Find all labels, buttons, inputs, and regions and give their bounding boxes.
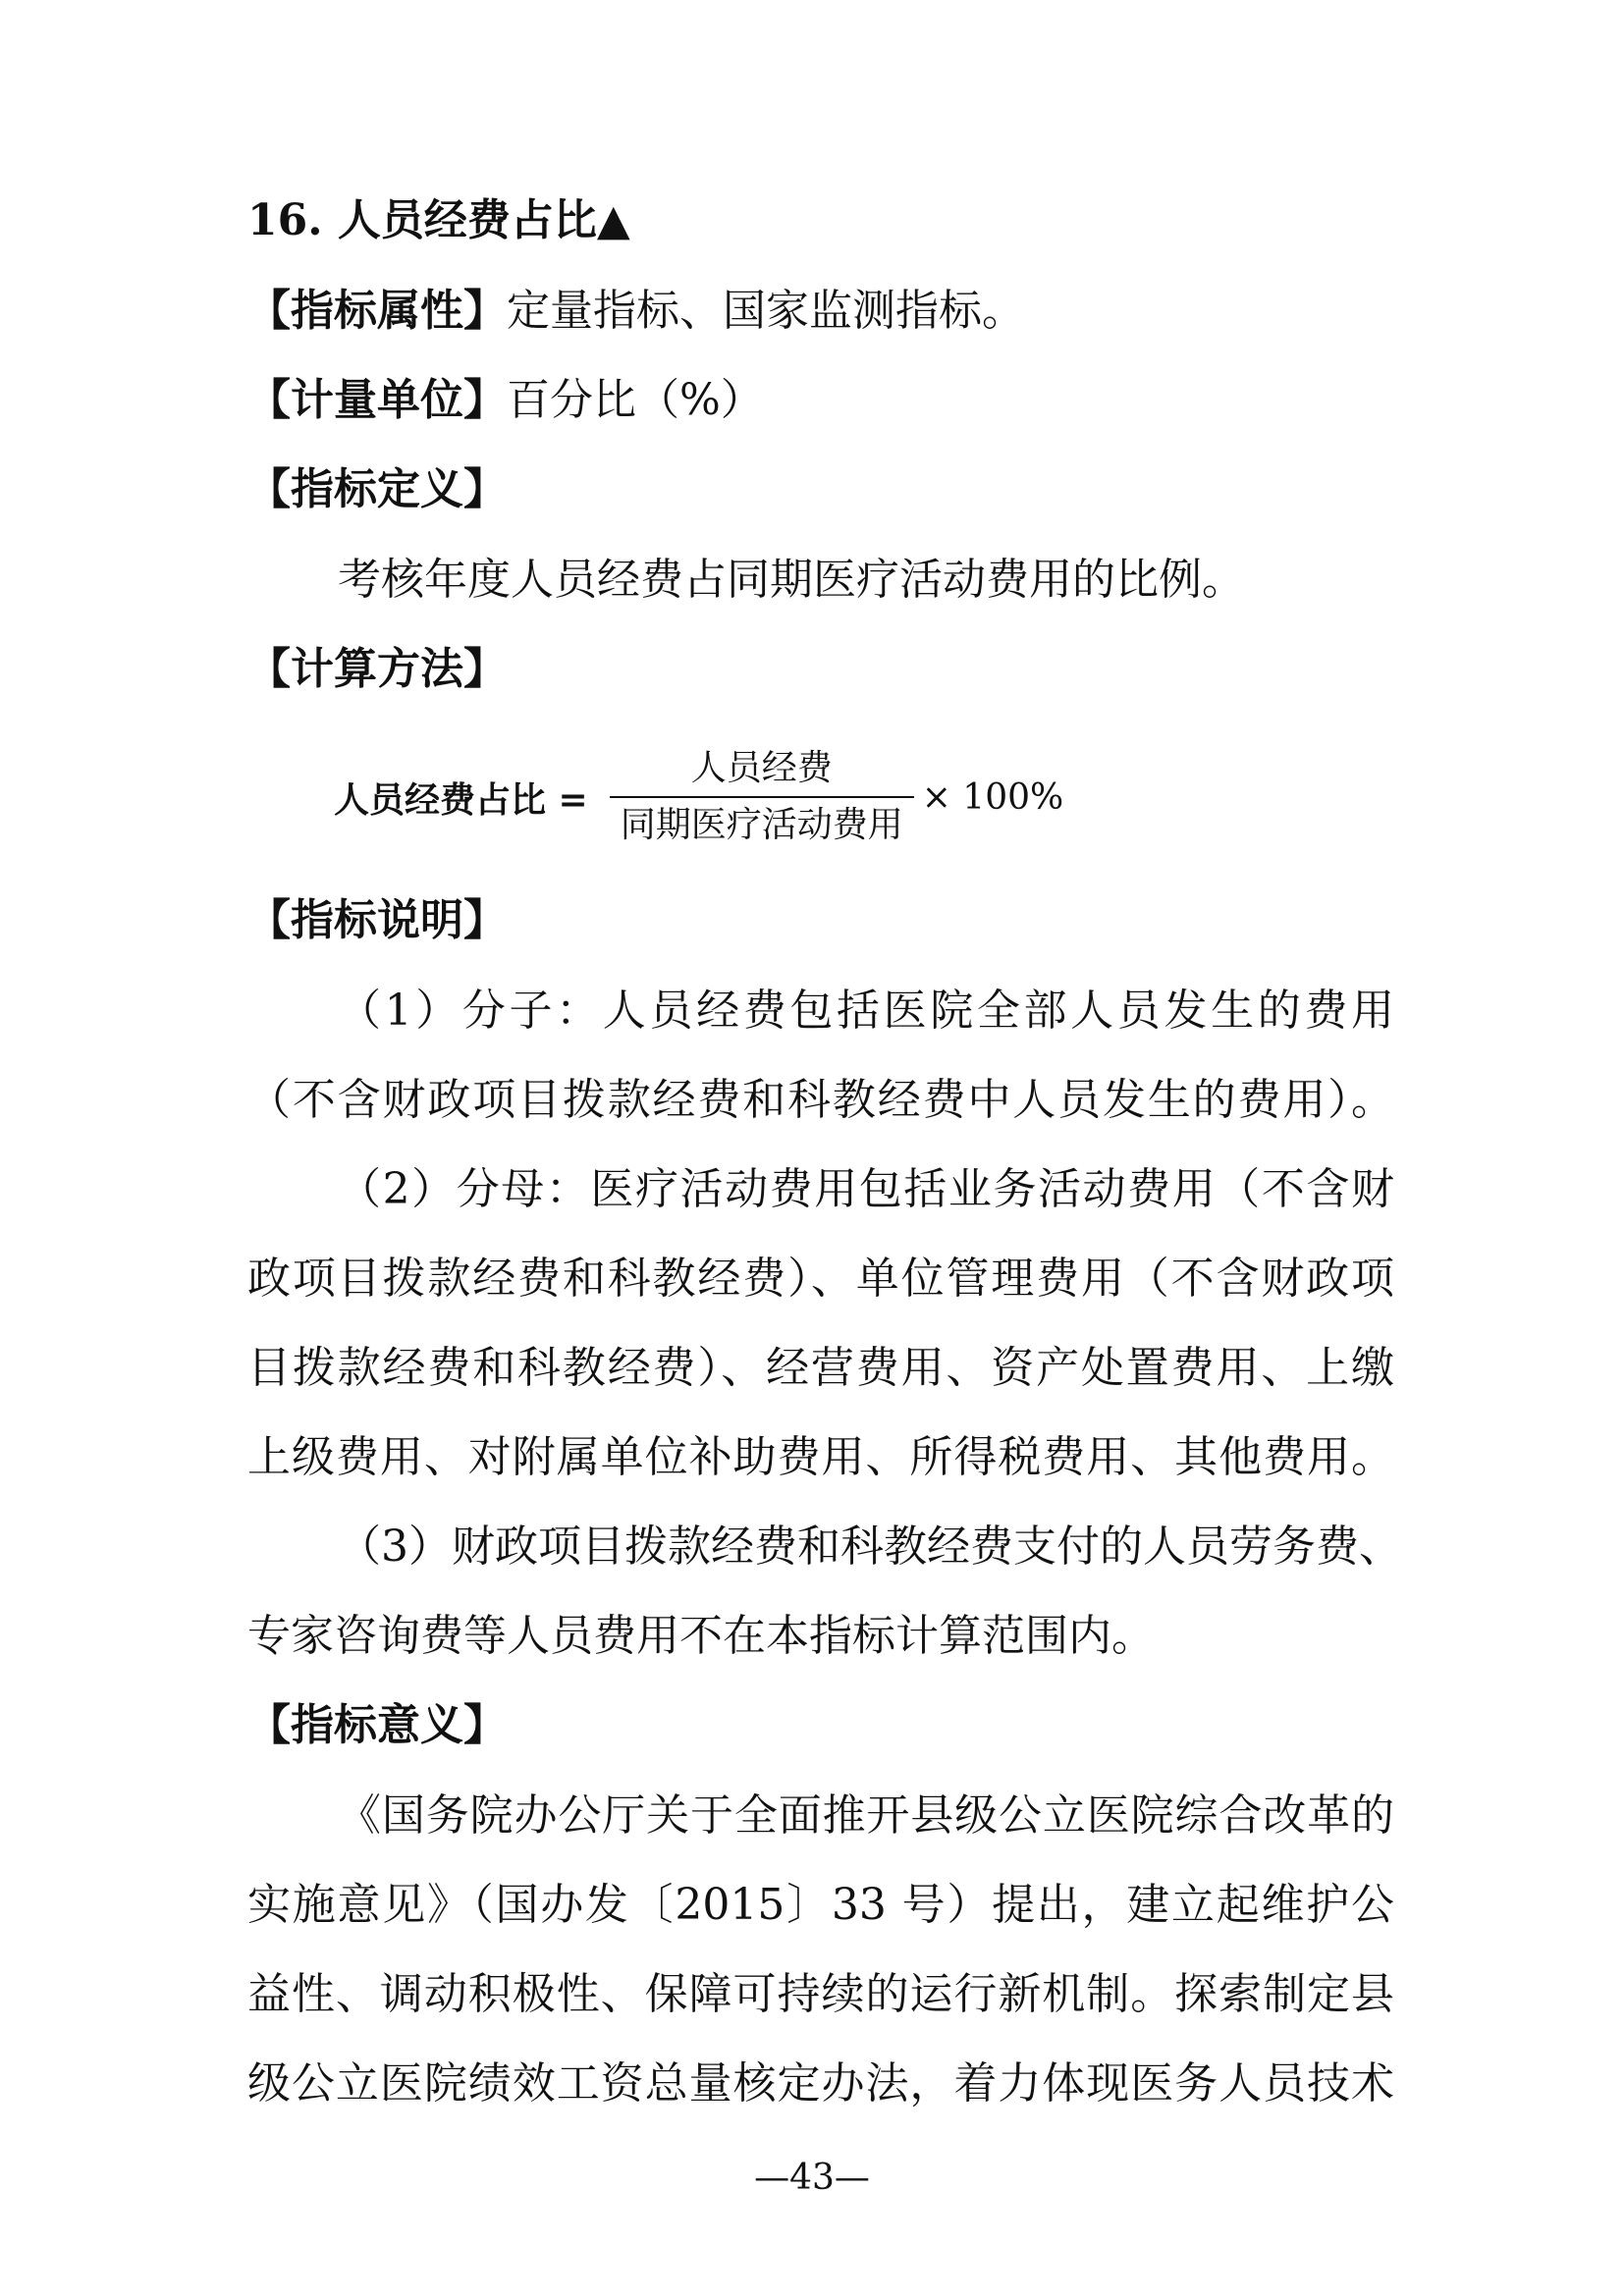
explanation-line: 目拨款经费和科教经费）、经营费用、资产处置费用、上缴 bbox=[247, 1343, 1394, 1393]
explanation-line: 政项目拨款经费和科教经费）、单位管理费用（不含财政项 bbox=[247, 1254, 1394, 1304]
attribute-label: 【指标属性】 bbox=[247, 286, 507, 336]
attribute-row bbox=[247, 282, 1394, 341]
explanation-line: （2）分母：医疗活动费用包括业务活动费用（不含财 bbox=[338, 1164, 1394, 1214]
formula-rhs: × 100% bbox=[921, 776, 1064, 818]
formula-fraction bbox=[610, 745, 914, 849]
significance-line: 实施意见》（国办发〔2015〕33 号）提出，建立起维护公 bbox=[247, 1880, 1394, 1930]
explanation-label: 【指标说明】 bbox=[247, 895, 507, 945]
unit-value: 百分比（%） bbox=[507, 375, 764, 425]
explanation-line: （3）财政项目拨款经费和科教经费支付的人员劳务费、 bbox=[338, 1522, 1402, 1572]
significance-line: 益性、调动积极性、保障可持续的运行新机制。探索制定县 bbox=[247, 1969, 1394, 2019]
definition-text: 考核年度人员经费占同期医疗活动费用的比例。 bbox=[338, 555, 1245, 605]
definition-label: 【指标定义】 bbox=[247, 464, 507, 514]
calculation-formula bbox=[334, 738, 1063, 856]
formula-lhs: 人员经费占比 = bbox=[334, 778, 588, 821]
unit-row bbox=[247, 371, 1394, 430]
explanation-line: 专家咨询费等人员费用不在本指标计算范围内。 bbox=[247, 1611, 1155, 1661]
explanation-line: （不含财政项目拨款经费和科教经费中人员发生的费用）。 bbox=[247, 1075, 1394, 1125]
explanation-line: （1）分子：人员经费包括医院全部人员发生的费用 bbox=[338, 986, 1394, 1036]
attribute-value: 定量指标、国家监测指标。 bbox=[507, 286, 1025, 336]
explanation-line: 上级费用、对附属单位补助费用、所得税费用、其他费用。 bbox=[247, 1432, 1394, 1482]
formula-denominator: 同期医疗活动费用 bbox=[620, 805, 903, 845]
formula-numerator: 人员经费 bbox=[690, 748, 833, 788]
section-heading: 16. 人员经费占比▲ bbox=[247, 195, 630, 245]
significance-line: 《国务院办公厅关于全面推开县级公立医院综合改革的 bbox=[338, 1790, 1394, 1841]
significance-label: 【指标意义】 bbox=[247, 1700, 507, 1750]
page-number: —43— bbox=[754, 2158, 870, 2198]
unit-label: 【计量单位】 bbox=[247, 375, 507, 425]
significance-line: 级公立医院绩效工资总量核定办法，着力体现医务人员技术 bbox=[247, 2058, 1394, 2109]
method-label: 【计算方法】 bbox=[247, 644, 507, 694]
